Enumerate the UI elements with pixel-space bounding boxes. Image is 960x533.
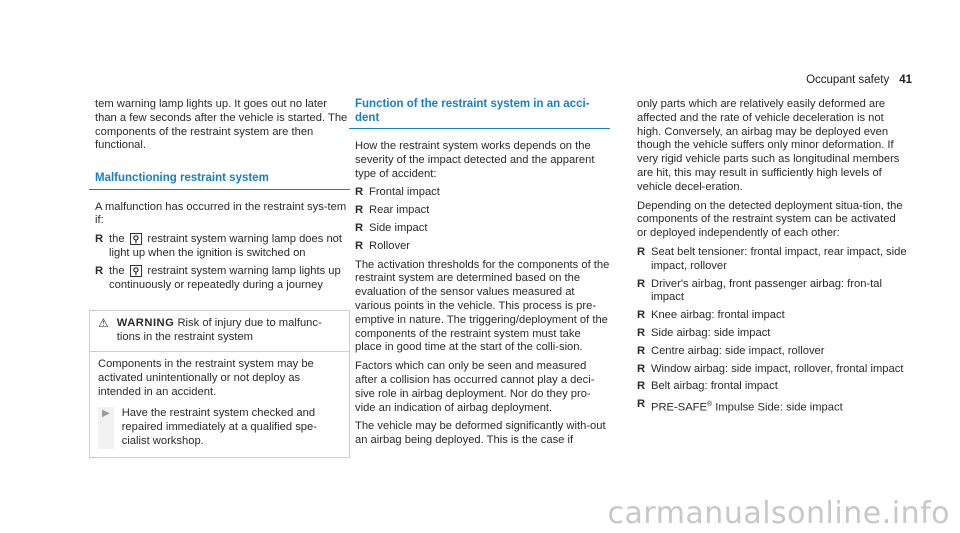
malfunction-list: [95, 233, 350, 292]
bullet-icon: R: [355, 204, 364, 217]
divider: [90, 351, 349, 352]
warning-header: [98, 317, 341, 345]
bullet-icon: R: [637, 277, 646, 290]
instruction-text: Have the restraint system checked and repaired immediately at a qualified spe-cialist workshop.: [121, 407, 317, 448]
warning-title: Risk of injury due to malfunc-tions in the restraint system: [116, 317, 322, 344]
paragraph: The activation thresholds for the components of the restraint system are determined based on the evaluation of the sensor values measured at various points in the vehicle. This process is pre-emptive in nature. The triggering/deployment of the components of the restraint system must take place in good time at the start of the colli-sion.: [355, 258, 610, 354]
column-1: [95, 98, 350, 458]
bullet-icon: R: [637, 344, 646, 357]
section-title: Occupant safety: [806, 74, 890, 86]
component-list: [637, 246, 907, 416]
list-item: R Driver's airbag, front passenger airbag: fron-tal impact: [637, 277, 882, 304]
list-item: R the ⚲ restraint system warning lamp does not light up when the ignition is switched on: [95, 233, 342, 260]
list-item: R Seat belt tensioner: frontal impact, rear impact, side impact, rollover: [637, 245, 907, 272]
bullet-icon: R: [95, 264, 104, 277]
impact-list: [355, 186, 610, 253]
paragraph: only parts which are relatively easily deformed are affected and the rate of vehicle deceleration is not high. Conversely, an airbag may be deployed even though the vehicle suffers only minor deformation. If very rigid vehicle parts such as longitudinal members are hit, this may result in sufficiently high levels of vehicle decel-eration.: [637, 98, 900, 193]
bullet-icon: R: [355, 239, 364, 252]
bullet-icon: R: [637, 398, 646, 411]
instruction: [98, 407, 341, 448]
malfunction-intro: A malfunction has occurred in the restraint sys-tem if:: [95, 200, 347, 227]
list-item: R Side airbag: side impact: [637, 326, 771, 339]
bullet-icon: R: [637, 380, 646, 393]
bullet-icon: R: [637, 362, 646, 375]
paragraph: Depending on the detected deployment situa-tion, the components of the restraint system can be activated or deployed independently of each other:: [637, 199, 903, 240]
list-item: R the ⚲ restraint system warning lamp lights up continuously or repeatedly during a journey: [95, 264, 341, 291]
warning-body: Components in the restraint system may be activated unintentionally or not deploy as intended in an accident.: [98, 358, 314, 398]
list-item: R Rear impact: [355, 204, 430, 217]
warning-label: WARNING: [116, 317, 175, 330]
column-3: [637, 98, 907, 421]
watermark: carmanualsonline.info: [607, 496, 950, 531]
paragraph: Factors which can only be seen and measured after a collision has occurred cannot play a deci-sive role in airbag deployment. Nor do they pro-vide an indication of airbag deployment.: [355, 360, 595, 414]
list-item: R Window airbag: side impact, rollover, frontal impact: [637, 362, 904, 375]
bullet-icon: R: [637, 245, 646, 258]
list-item: R Knee airbag: frontal impact: [637, 309, 785, 322]
paragraph: The vehicle may be deformed significantly with-out an airbag being deployed. This is the case if: [355, 420, 606, 447]
warning-triangle-icon: ⚠: [98, 316, 109, 331]
heading-malfunction: Malfunctioning restraint system: [89, 172, 350, 190]
bullet-icon: R: [355, 221, 364, 234]
list-item: R Side impact: [355, 221, 428, 234]
warning-box: [89, 310, 350, 457]
list-item: R Rollover: [355, 239, 411, 252]
registered-mark: ®: [706, 401, 713, 409]
list-item: R Centre airbag: side impact, rollover: [637, 344, 825, 357]
arrow-right-icon: ▶: [98, 407, 114, 448]
list-item: R PRE-SAFE® Impulse Side: side impact: [637, 398, 843, 414]
intro-paragraph: tem warning lamp lights up. It goes out no later than a few seconds after the vehicle is started. The components of the restraint system are then functional.: [95, 98, 348, 152]
restraint-warning-lamp-icon: ⚲: [130, 233, 143, 245]
list-item: R Frontal impact: [355, 186, 440, 199]
restraint-warning-lamp-icon: ⚲: [130, 265, 143, 277]
function-intro: How the restraint system works depends on the severity of the impact detected and the apparent type of accident:: [355, 140, 595, 180]
bullet-icon: R: [95, 233, 104, 246]
column-2: [355, 98, 610, 453]
page-number: 41: [899, 74, 912, 86]
bullet-icon: R: [637, 309, 646, 322]
bullet-icon: R: [637, 326, 646, 339]
page-header: [806, 74, 912, 86]
list-item: R Belt airbag: frontal impact: [637, 380, 778, 393]
heading-function: Function of the restraint system in an acci-dent: [349, 98, 610, 129]
bullet-icon: R: [355, 186, 364, 199]
